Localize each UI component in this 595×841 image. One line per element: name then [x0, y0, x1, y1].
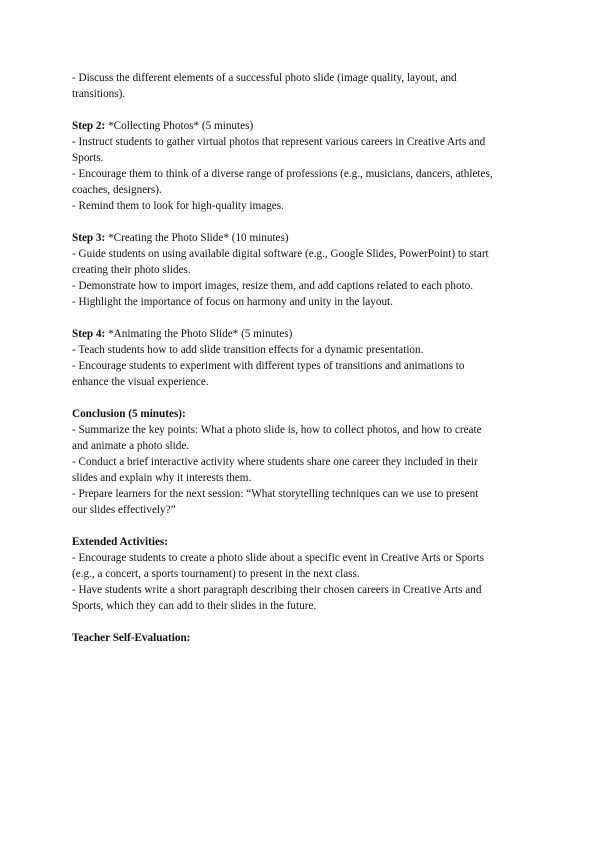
step-3-heading: [72, 230, 532, 246]
conclusion-line: - Conduct a brief interactive activity where students share one career they included in their: [72, 456, 478, 468]
intro-line: transitions).: [72, 88, 126, 100]
step-3-line: - Demonstrate how to import images, resize them, and add captions related to each photo.: [72, 280, 474, 292]
step-4-label: Step 4:: [72, 328, 106, 340]
step-4-line: - Teach students how to add slide transition effects for a dynamic presentation.: [72, 344, 424, 356]
step-2-label: Step 2:: [72, 120, 106, 132]
extended-activities-line: - Have students write a short paragraph describing their chosen careers in Creative Arts and: [72, 584, 482, 596]
extended-activities-line: (e.g., a concert, a sports tournament) to present in the next class.: [72, 568, 360, 580]
paragraph-gap: [72, 518, 532, 534]
step-3-line: - Guide students on using available digital software (e.g., Google Slides, PowerPoint) to start: [72, 248, 489, 260]
extended-activities-section: [72, 534, 532, 614]
self-evaluation-heading: Teacher Self-Evaluation:: [72, 632, 191, 644]
step-4-title: *Animating the Photo Slide* (5 minutes): [105, 328, 293, 340]
paragraph-gap: [72, 310, 532, 326]
step-3-line: creating their photo slides.: [72, 264, 191, 276]
extended-activities-heading: Extended Activities:: [72, 536, 169, 548]
self-evaluation-section: [72, 630, 532, 646]
paragraph-gap: [72, 390, 532, 406]
step-2-section: [72, 118, 532, 214]
conclusion-line: - Prepare learners for the next session: “What storytelling techniques can we use to present: [72, 488, 479, 500]
intro-section: [72, 70, 532, 102]
step-3-line: - Highlight the importance of focus on harmony and unity in the layout.: [72, 296, 393, 308]
step-3-title: *Creating the Photo Slide* (10 minutes): [105, 232, 289, 244]
extended-activities-line: - Encourage students to create a photo slide about a specific event in Creative Arts or Sports: [72, 552, 484, 564]
intro-line: - Discuss the different elements of a successful photo slide (image quality, layout, and: [72, 72, 457, 84]
extended-activities-line: Sports, which they can add to their slides in the future.: [72, 600, 317, 612]
step-2-line: - Encourage them to think of a diverse range of professions (e.g., musicians, dancers, athletes,: [72, 168, 493, 180]
step-2-line: Sports.: [72, 152, 104, 164]
step-4-heading: [72, 326, 532, 342]
paragraph-gap: [72, 102, 532, 118]
step-4-line: enhance the visual experience.: [72, 376, 209, 388]
conclusion-line: - Summarize the key points: What a photo slide is, how to collect photos, and how to create: [72, 424, 482, 436]
step-4-line: - Encourage students to experiment with different types of transitions and animations to: [72, 360, 465, 372]
paragraph-gap: [72, 214, 532, 230]
conclusion-line: and animate a photo slide.: [72, 440, 190, 452]
conclusion-section: [72, 406, 532, 518]
conclusion-line: slides and explain why it interests them.: [72, 472, 252, 484]
step-2-heading: [72, 118, 532, 134]
step-2-line: - Remind them to look for high-quality images.: [72, 200, 284, 212]
document-page: [72, 70, 532, 646]
step-2-line: - Instruct students to gather virtual photos that represent various careers in Creative Arts and: [72, 136, 486, 148]
step-3-section: [72, 230, 532, 310]
step-2-title: *Collecting Photos* (5 minutes): [105, 120, 254, 132]
paragraph-gap: [72, 614, 532, 630]
conclusion-line: our slides effectively?”: [72, 504, 176, 516]
step-4-section: [72, 326, 532, 390]
step-2-line: coaches, designers).: [72, 184, 162, 196]
step-3-label: Step 3:: [72, 232, 106, 244]
conclusion-heading: Conclusion (5 minutes):: [72, 408, 186, 420]
